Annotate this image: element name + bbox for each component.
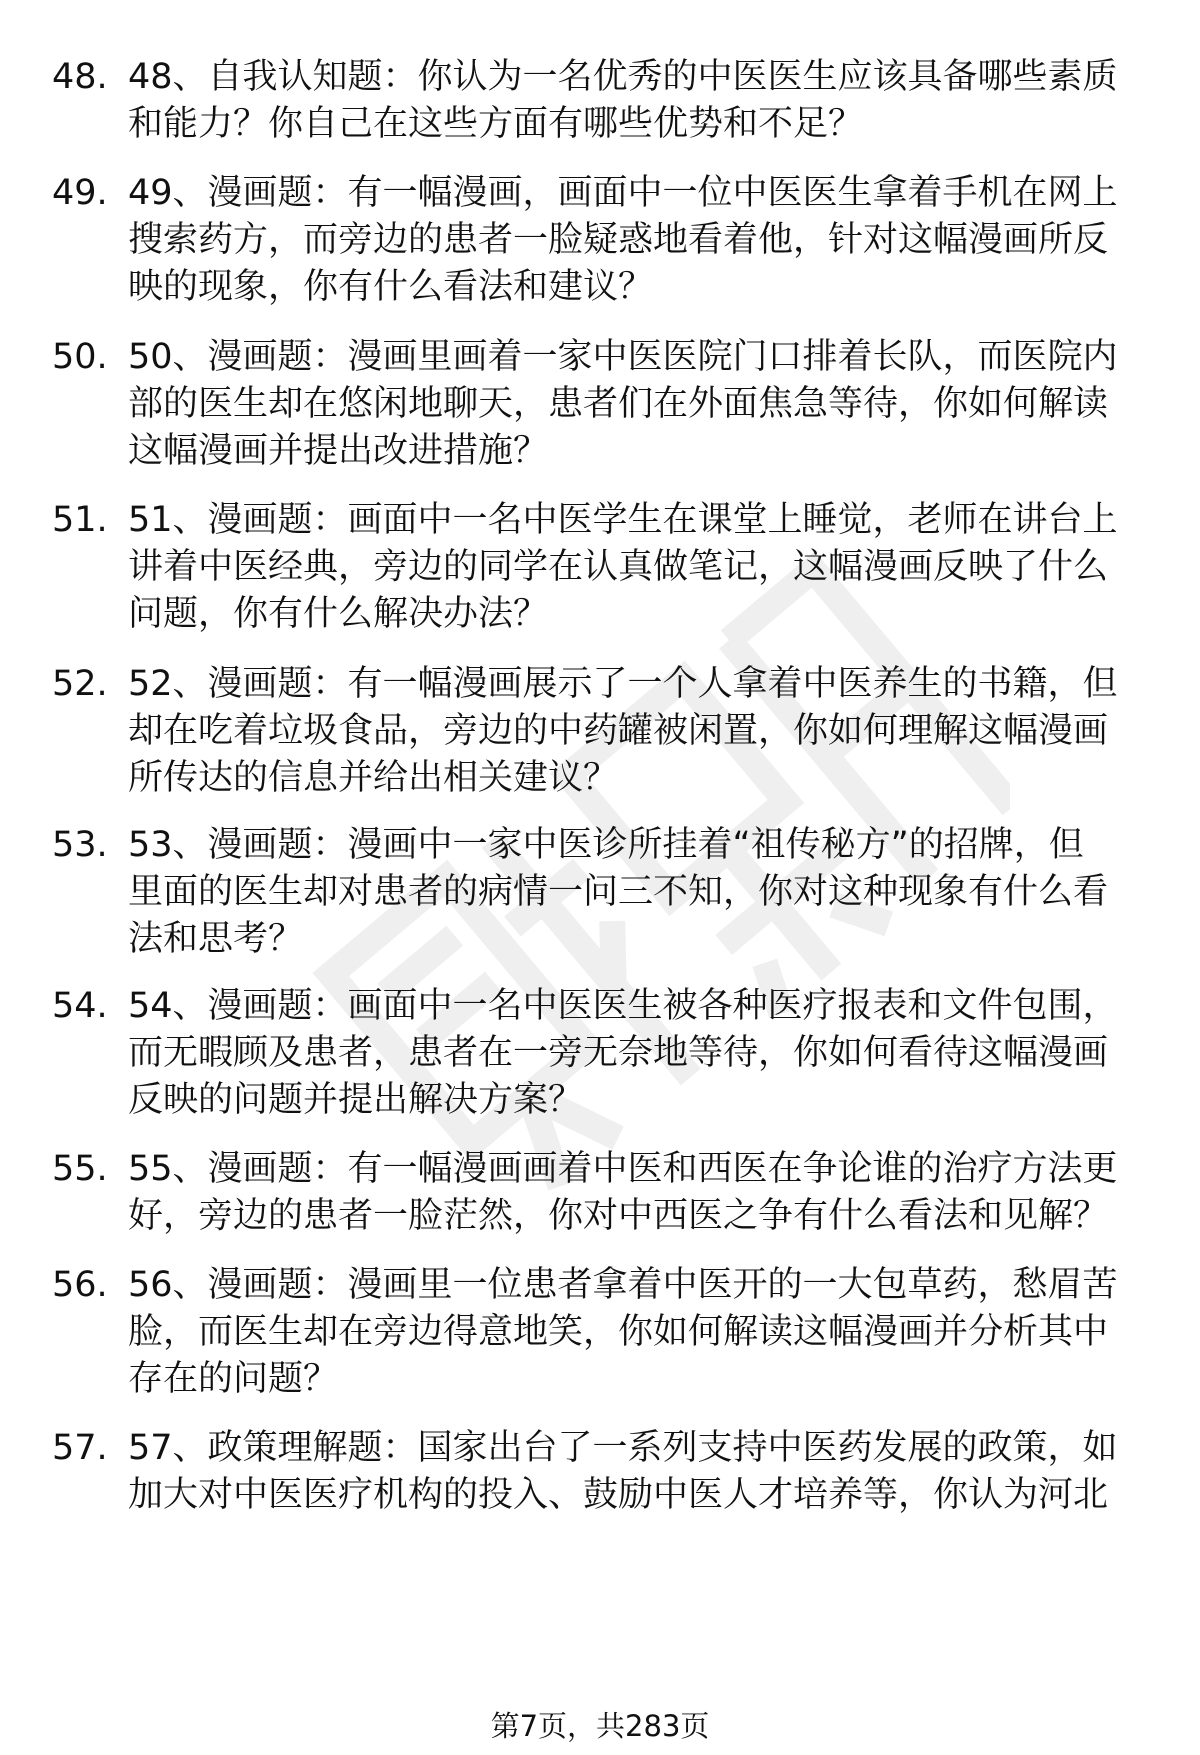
question-line: 49、漫画题：有一幅漫画，画面中一位中医医生拿着手机在网上 xyxy=(128,173,1118,213)
question-number: 53. xyxy=(52,825,108,865)
question-text xyxy=(128,983,1162,1124)
question-line: 53、漫画题：漫画中一家中医诊所挂着“祖传秘方”的招牌，但 xyxy=(128,825,1084,865)
question-number: 51. xyxy=(52,500,108,540)
question-line: 这幅漫画并提出改进措施？ xyxy=(128,431,549,471)
question-text xyxy=(128,54,1162,148)
question-number: 50. xyxy=(52,337,108,377)
question-line: 法和思考？ xyxy=(128,919,304,959)
question-text xyxy=(128,661,1162,802)
question-line: 好，旁边的患者一脸茫然，你对中西医之争有什么看法和见解？ xyxy=(128,1196,1109,1236)
question-line: 加大对中医医疗机构的投入、鼓励中医人才培养等，你认为河北 xyxy=(128,1475,1109,1515)
question-line: 52、漫画题：有一幅漫画展示了一个人拿着中医养生的书籍，但 xyxy=(128,664,1118,704)
question-line: 搜索药方，而旁边的患者一脸疑惑地看着他，针对这幅漫画所反 xyxy=(128,220,1109,260)
question-text xyxy=(128,822,1162,963)
page-indicator: 第7页，共283页 xyxy=(490,1709,710,1743)
question-text xyxy=(128,334,1162,475)
question-line: 映的现象，你有什么看法和建议？ xyxy=(128,267,654,307)
question-text xyxy=(128,1425,1162,1519)
question-line: 55、漫画题：有一幅漫画画着中医和西医在争论谁的治疗方法更 xyxy=(128,1149,1118,1189)
question-line: 和能力？你自己在这些方面有哪些优势和不足？ xyxy=(128,104,864,144)
question-line: 问题，你有什么解决办法？ xyxy=(128,594,549,634)
question-line: 48、自我认知题：你认为一名优秀的中医医生应该具备哪些素质 xyxy=(128,57,1118,97)
question-line: 脸，而医生却在旁边得意地笑，你如何解读这幅漫画并分析其中 xyxy=(128,1312,1109,1352)
question-number: 54. xyxy=(52,986,108,1026)
question-number: 48. xyxy=(52,57,108,97)
question-line: 里面的医生却对患者的病情一问三不知，你对这种现象有什么看 xyxy=(128,872,1109,912)
question-line: 讲着中医经典，旁边的同学在认真做笔记，这幅漫画反映了什么 xyxy=(128,547,1109,587)
question-text xyxy=(128,1146,1162,1240)
question-number: 55. xyxy=(52,1149,108,1189)
question-line: 57、政策理解题：国家出台了一系列支持中医药发展的政策，如 xyxy=(128,1428,1118,1468)
question-number: 56. xyxy=(52,1265,108,1305)
question-line: 反映的问题并提出解决方案？ xyxy=(128,1080,584,1120)
question-line: 51、漫画题：画面中一名中医学生在课堂上睡觉，老师在讲台上 xyxy=(128,500,1118,540)
question-line: 而无暇顾及患者，患者在一旁无奈地等待，你如何看待这幅漫画 xyxy=(128,1033,1109,1073)
question-line: 56、漫画题：漫画里一位患者拿着中医开的一大包草药，愁眉苦 xyxy=(128,1265,1118,1305)
question-number: 57. xyxy=(52,1428,108,1468)
question-text xyxy=(128,497,1162,638)
question-line: 存在的问题？ xyxy=(128,1359,339,1399)
question-line: 部的医生却在悠闲地聊天，患者们在外面焦急等待，你如何解读 xyxy=(128,384,1109,424)
question-line: 却在吃着垃圾食品，旁边的中药罐被闲置，你如何理解这幅漫画 xyxy=(128,711,1109,751)
question-text xyxy=(128,1262,1162,1403)
question-number: 52. xyxy=(52,664,108,704)
question-text xyxy=(128,170,1162,311)
page-footer xyxy=(0,1706,1200,1746)
question-line: 50、漫画题：漫画里画着一家中医医院门口排着长队，而医院内 xyxy=(128,337,1118,377)
question-line: 所传达的信息并给出相关建议？ xyxy=(128,758,619,798)
question-number: 49. xyxy=(52,173,108,213)
question-line: 54、漫画题：画面中一名中医医生被各种医疗报表和文件包围， xyxy=(128,986,1118,1026)
